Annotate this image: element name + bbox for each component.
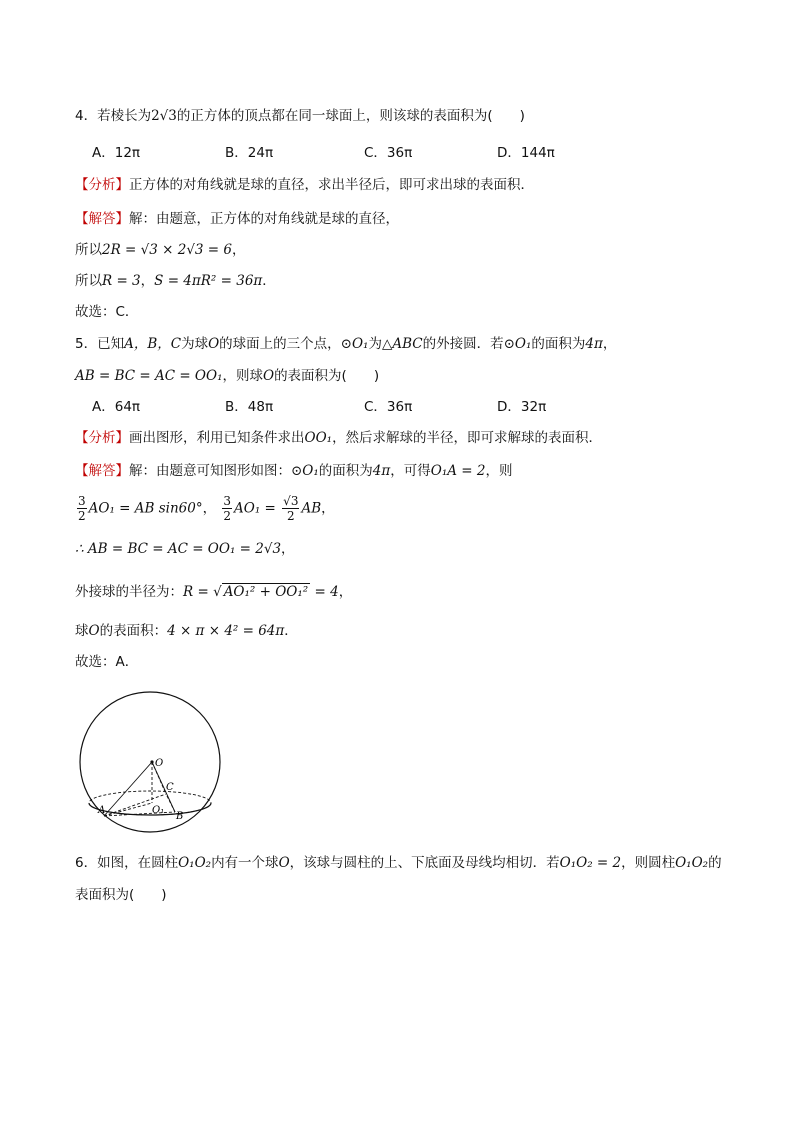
fraction: $\frac{3}{2}$ <box>223 494 232 523</box>
q5-stem-line1: 5．已知A，B，C为球O的球面上的三个点，⊙O₁为△ABC的外接圆．若⊙O₁的面积为4π， <box>75 336 617 352</box>
sphere-figure <box>72 690 232 840</box>
q6-stem-line1: 6．如图，在圆柱O₁O₂内有一个球O，该球与圆柱的上、下底面及母线均相切．若O₁O₂ = 2，则圆柱O₁O₂的 <box>75 855 722 871</box>
sqrt-icon: √ <box>213 584 222 600</box>
center-point <box>150 760 153 763</box>
q4-option-b: B．24π <box>225 145 274 161</box>
q5-option-a: A．64π <box>92 399 141 415</box>
q4-analysis: 【分析】正方体的对角线就是球的直径，求出半径后，即可求出球的表面积． <box>75 177 534 193</box>
label-b: B <box>176 811 184 822</box>
q5-radius: 外接球的半径为：R = √ AO₁² + OO₁² = 4， <box>75 584 353 600</box>
q5-option-c: C．36π <box>364 399 413 415</box>
q5-option-b: B．48π <box>225 399 274 415</box>
q5-stem-line2: AB = BC = AC = OO₁，则球O的表面积为( ) <box>75 368 380 384</box>
q5-option-d: D．32π <box>497 399 547 415</box>
q5-area: 球O的表面积：4 × π × 4² = 64π． <box>75 623 298 639</box>
q4-answer: 【解答】解：由题意，正方体的对角线就是球的直径， <box>75 211 399 227</box>
q5-equation-2: ∴ AB = BC = AC = OO₁ = 2√3， <box>75 541 295 557</box>
q5-choice: 故选：A． <box>75 654 139 670</box>
label-o: O <box>155 758 164 769</box>
q4-step2: 所以R = 3，S = 4πR² = 36π． <box>75 273 276 289</box>
q4-step1: 所以2R = √3 × 2√3 = 6， <box>75 242 246 258</box>
q4-option-a: A．12π <box>92 145 141 161</box>
fraction: $\frac{√3}{2}$ <box>283 494 299 523</box>
q4-stem: 4．若棱长为2√3的正方体的顶点都在同一球面上，则该球的表面积为( ) <box>75 108 525 124</box>
label-o1: O₁ <box>152 805 165 816</box>
q6-stem-line2: 表面积为( ) <box>75 887 167 903</box>
q4-choice: 故选：C． <box>75 304 139 320</box>
fraction: $\frac{3}{2}$ <box>78 494 86 523</box>
q5-analysis: 【分析】画出图形，利用已知条件求出OO₁，然后求解球的半径，即可求解球的表面积． <box>75 430 603 446</box>
q4-option-d: D．144π <box>497 145 555 161</box>
q4-option-c: C．36π <box>364 145 413 161</box>
q5-answer: 【解答】解：由题意可知图形如图：⊙O₁的面积为4π，可得O₁A = 2，则 <box>75 463 513 479</box>
q5-equation-1: $\frac{3}{2}$ AO₁ = AB sin60°， $\frac{3}{2}$ AO₁ = $\frac{√3}{2}$ AB， <box>78 494 335 523</box>
label-a: A <box>98 805 106 816</box>
label-c: C <box>166 782 174 793</box>
